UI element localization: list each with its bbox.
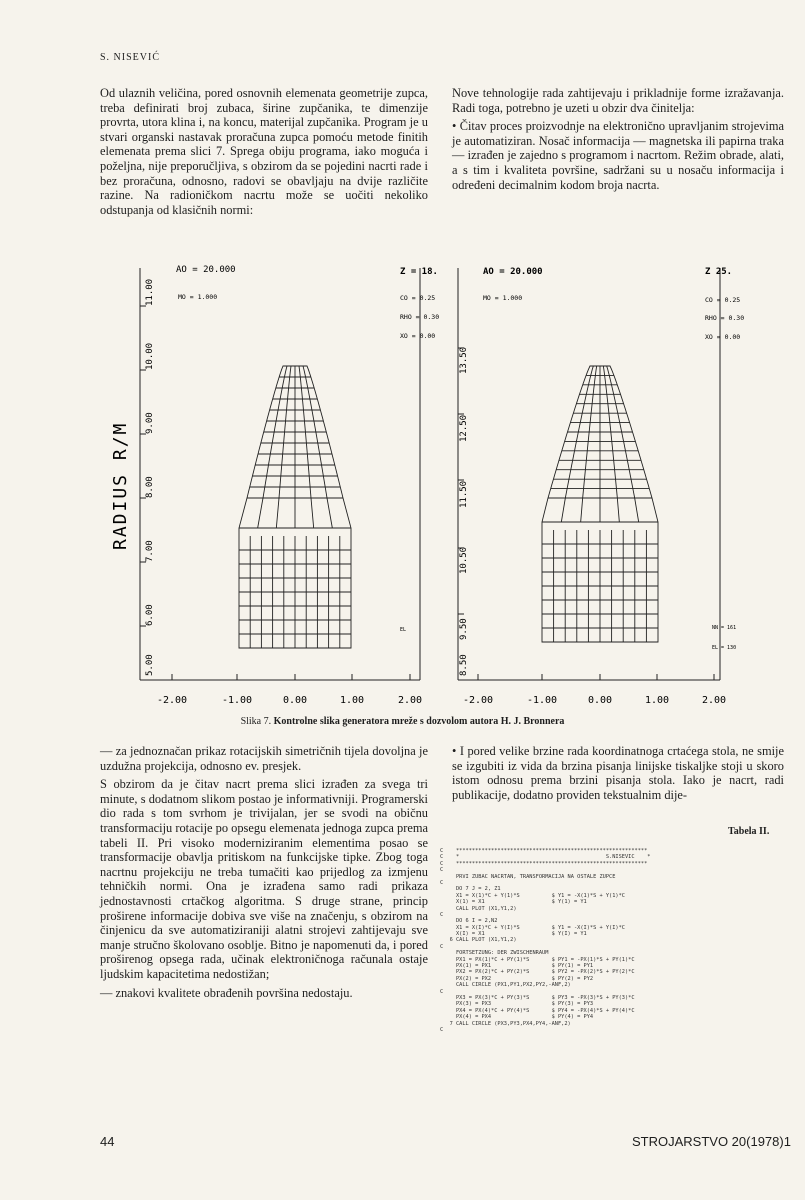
right-x-tick-labels — [463, 695, 726, 706]
right-x-tick: 1.00 — [644, 695, 670, 706]
left-z-label: Z = 18. — [400, 267, 438, 277]
right-ao-label: AO = 20.000 — [483, 267, 543, 277]
left-x-tick-labels — [157, 695, 422, 706]
running-head: S. NISEVIĆ — [100, 52, 161, 63]
mesh-line — [276, 366, 291, 528]
mesh-line — [303, 366, 332, 528]
code-line: X1 = X(1)*C + Y(1)*S $ Y1 = -X(1)*S + Y(1)*C — [440, 892, 625, 899]
code-line: X(I) = X1 $ Y(I) = Y1 — [440, 931, 587, 938]
right-x-tick: 2.00 — [701, 695, 727, 706]
code-line: 7 CALL CIRCLE (PX3,PY3,PX4,PY4,-ANF,2) — [440, 1020, 571, 1027]
code-line: PX3 = PX(3)*C + PY(3)*S $ PY3 = -PX(3)*S + PY(3)*C — [440, 994, 635, 1001]
code-line: C — [440, 867, 444, 874]
code-line: DO 6 I = 2,N2 — [440, 918, 498, 925]
table-title: Tabela II. — [728, 826, 770, 837]
left-x-tick: 1.00 — [339, 695, 365, 706]
paragraph: Nove tehnologije rada zahtijevaju i prikladnije forme izražavanja. Radi toga, potrebno je uzeti u obzir dva činitelja: — [452, 86, 784, 115]
right-x-tick: 0.00 — [587, 695, 613, 706]
right-z-label: Z 25. — [705, 267, 733, 277]
right-xo-label: XO = 0.00 — [705, 333, 741, 341]
left-x-tick: -2.00 — [156, 695, 188, 706]
right-column-top — [452, 86, 784, 196]
mesh-line — [581, 366, 597, 522]
code-line: C ************************************************************ — [440, 848, 648, 854]
page-number: 44 — [100, 1134, 115, 1149]
mesh-line — [561, 366, 593, 522]
right-y-tick: 9.50 — [459, 618, 469, 640]
right-mo-label: MO = 1.000 — [483, 294, 523, 302]
left-y-tick: 5.00 — [145, 654, 155, 676]
code-line: C — [440, 911, 444, 918]
left-x-tick: -1.00 — [221, 695, 253, 706]
right-y-tick: 12.50 — [459, 414, 469, 442]
left-y-tick: 6.00 — [145, 604, 155, 626]
radius-axis-label: RADIUS R/M — [110, 421, 131, 550]
left-y-tick: 8.00 — [145, 476, 155, 498]
right-tooth-mesh — [542, 366, 658, 642]
code-line: PX4 = PX(4)*C + PY(4)*S $ PY4 = -PX(4)*S + PY(4)*C — [440, 1007, 635, 1014]
code-line: C ************************************************************ — [440, 860, 648, 867]
right-y-tick-labels — [459, 347, 469, 676]
code-line: C * S.NISEVIC * — [440, 854, 651, 861]
left-column-top — [100, 86, 428, 221]
paragraph: S obzirom da je čitav nacrt prema slici izrađen za svega tri minute, s dodatnom slikom postao je informativniji. Programerski dio rada s tom svrhom je trivijalan, jer se svodi na običnu transformaciju rotacije po opsegu elemenata jednoga zupca prema tabeli II. Pri visoko moderniziranim elementima posao se transformacije obavlja pritiskom na funkcijske tipke. Zbog toga nacrtnu projekciju ne treba tumačiti kao prijedlog za izmjenu tehničkih normi. Ona je izrađena samo radi prikaza jednostavnosti crtačkog algoritma. S druge strane, princip proširene informacije dobiva sve više na značenju, s obzirom na činjenicu da sve automatiziraniji alatni strojevi zahtijevaju sve manje stručno školovano osoblje. Bitno je napomenuti da, i pored proširenog opsega rada, učinak elektroničnoga računala ostaje ljudskim kapacitetima nedostižan; — [100, 777, 428, 981]
right-x-tick: -2.00 — [462, 695, 494, 706]
left-column-bottom — [100, 744, 428, 1004]
left-x-tick: 0.00 — [282, 695, 308, 706]
right-y-tick: 13.50 — [459, 346, 469, 374]
code-line: C — [440, 943, 444, 950]
code-line: FORTSETZUNG: DER ZWISCHENRAUM — [440, 950, 549, 957]
left-y-tick: 10.00 — [145, 342, 155, 370]
figure-caption — [0, 716, 805, 727]
paragraph: Od ulaznih veličina, pored osnovnih elemenata geometrije zupca, treba definirati broj zubaca, širine zupčanika, te dimenzije provrta, utora klina i, na koncu, materijal zupčanika. Program je u stvari organski nastavak proračuna zupca pomoću metode finitih elemenata prema slici 7. Sprega obiju programa, iako moguća i poželjna, nije preporučljiva, s obzirom da se pojedini nacrti rade i bez proračuna, odnosno, radovi se obavljaju na dvije različite razine. Na radioničkom nacrtu može se uočiti nekoliko odstupanja od klasičnih normi: — [100, 86, 428, 217]
right-column-bottom — [452, 744, 784, 806]
fortran-listing — [440, 848, 792, 1158]
code-line: C — [440, 879, 444, 886]
code-line: PX(1) = PX1 $ PY(1) = PY1 — [440, 963, 594, 970]
axis-ticks — [140, 306, 714, 680]
journal-footer: STROJARSTVO 20(1978)1 — [632, 1134, 791, 1149]
code-line: C — [440, 1026, 444, 1033]
mesh-line — [607, 366, 639, 522]
right-corner-mark-nn: NN = 161 — [712, 625, 737, 631]
code-line: CALL CIRCLE (PX1,PY1,PX2,PY2,-ANF,2) — [440, 982, 571, 989]
right-co-label: CO = 0.25 — [705, 296, 741, 304]
caption-prefix: Slika 7. — [240, 716, 272, 727]
right-corner-mark-el: EL = 130 — [712, 645, 737, 651]
left-rho-label: RHO = 0.30 — [400, 313, 440, 321]
right-y-tick: 11.50 — [459, 480, 469, 508]
dash-paragraph: — za jednoznačan prikaz rotacijskih simetričnih tijela dovoljna je uzdužna projekcija, odnosno ev. presjek. — [100, 744, 428, 773]
caption-text: Kontrolne slika generatora mreže s dozvolom autora H. J. Bronnera — [273, 716, 565, 727]
left-y-tick: 9.00 — [145, 412, 155, 434]
left-tooth-mesh — [239, 366, 351, 648]
bullet-paragraph: • I pored velike brzine rada koordinatnoga crtaćega stola, ne smije se izgubiti iz vida da brzina pisanja linijske tiskaljke stoji u skoro istom odnosu prema brzini pisanja stola. Iako je nacrt, radi publikacije, dodatno providen tekstualnim dije- — [452, 744, 784, 802]
code-line: DO 7 J = 2, Z1 — [440, 886, 501, 893]
code-line: PX1 = PX(1)*C + PY(1)*S $ PY1 = -PX(1)*S + PY(1)*C — [440, 956, 635, 963]
left-mo-label: MO = 1.000 — [178, 293, 218, 301]
left-x-tick: 2.00 — [397, 695, 423, 706]
code-line: PX(3) = PX3 $ PY(3) = PY3 — [440, 1001, 594, 1008]
code-line: PX(2) = PX2 $ PY(2) = PY2 — [440, 975, 594, 982]
code-line: C — [440, 988, 444, 995]
left-corner-mark: EL — [400, 627, 407, 633]
left-ao-label: AO = 20.000 — [176, 265, 236, 275]
mesh-line — [603, 366, 619, 522]
right-rho-label: RHO = 0.30 — [705, 314, 745, 322]
right-x-tick: -1.00 — [526, 695, 558, 706]
code-line: CALL PLOT (X1,Y1,2) — [440, 905, 517, 912]
left-co-label: CO = 0.25 — [400, 294, 436, 302]
bullet-paragraph: • Čitav proces proizvodnje na elektronično upravljanim strojevima je automatiziran. Nosač informacija — magnetska ili papirna traka — izrađen je zajedno s programom i nacrtom. Režim obrade, alati, a s tim i kvaliteta površine, sadržani su u nosaču informacija i određeni decimalnim kodom broja nacrta. — [452, 119, 784, 192]
left-xo-label: XO = 0.00 — [400, 332, 436, 340]
code-line: X1 = X(I)*C + Y(I)*S $ Y1 = -X(I)*S + Y(I)*C — [440, 924, 625, 931]
dash-paragraph: — znakovi kvalitete obrađenih površina nedostaju. — [100, 985, 353, 1000]
mesh-line — [258, 366, 287, 528]
mesh-line — [299, 366, 314, 528]
left-panel — [140, 268, 420, 680]
code-line: PRVI ZUBAC NACRTAN, TRANSFORMACIJA NA OSTALE ZUPCE — [440, 873, 616, 880]
right-y-tick: 8.50 — [459, 654, 469, 676]
code-line: PX(4) = PX4 $ PY(4) = PY4 — [440, 1014, 594, 1021]
code-line: X(1) = X1 $ Y(1) = Y1 — [440, 899, 587, 906]
left-y-tick: 7.00 — [145, 540, 155, 562]
left-y-tick: 11.00 — [145, 278, 155, 306]
right-y-tick: 10.50 — [459, 546, 469, 574]
left-y-tick-labels — [145, 279, 155, 676]
figure-7 — [100, 258, 780, 710]
right-panel — [458, 268, 720, 680]
code-line: PX2 = PX(2)*C + PY(2)*S $ PY2 = -PX(2)*S + PY(2)*C — [440, 969, 635, 976]
code-line: 6 CALL PLOT (X1,Y1,2) — [440, 937, 517, 944]
